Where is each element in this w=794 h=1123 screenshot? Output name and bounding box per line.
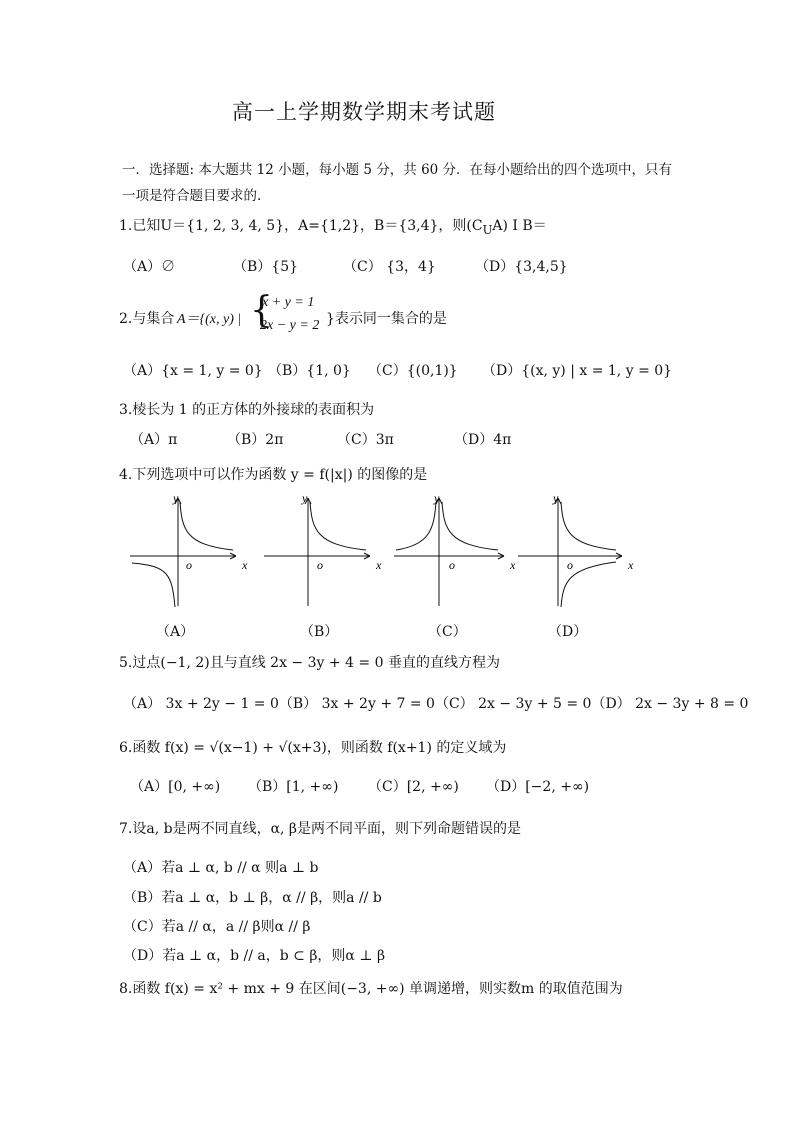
section-instructions-line1: 一．选择题: 本大题共 12 小题，每小题 5 分，共 60 分．在每小题给出的四个选项中，只有 xyxy=(122,162,673,178)
q1-option-a: （A）∅ xyxy=(123,259,176,275)
q7-option-a: （A）若a ⊥ α, b // α 则a ⊥ b xyxy=(123,860,319,876)
q1-option-b: （B）{5} xyxy=(233,259,299,275)
q3-option-c: （C）3π xyxy=(337,432,394,448)
graph-b-y-label: y xyxy=(302,491,308,505)
question-7-stem: 7.设a, b是两不同直线，α, β是两不同平面，则下列命题错误的是 xyxy=(119,821,522,837)
q2-option-b: （B）{1, 0} xyxy=(268,363,351,379)
q3-option-a: （A）π xyxy=(130,432,178,448)
question-2-prefix: 2.与集合 xyxy=(119,311,175,327)
q6-option-c: （C）[2, +∞) xyxy=(368,779,459,795)
graph-d-x-label: x xyxy=(628,558,634,572)
q2-option-c: （C）{(0,1)} xyxy=(368,363,458,379)
graph-c-origin: o xyxy=(449,558,455,572)
graph-c-label: （C） xyxy=(428,624,467,640)
question-6-stem: 6.函数 f(x) = √(x−1) + √(x+3)，则函数 f(x+1) 的定义域为 xyxy=(119,740,507,756)
question-8-stem: 8.函数 f(x) = x² + mx + 9 在区间(−3, +∞) 单调递增，则实数m 的取值范围为 xyxy=(119,981,623,997)
graph-c-y-label: y xyxy=(434,491,440,505)
graph-c xyxy=(392,490,520,612)
section-instructions-line2: 一项是符合题目要求的. xyxy=(122,188,262,204)
q6-option-b: （B）[1, +∞) xyxy=(248,779,339,795)
q2-option-d: （D）{(x, y) | x = 1, y = 0} xyxy=(482,363,673,379)
graph-a xyxy=(128,490,250,612)
question-4-stem: 4.下列选项中可以作为函数 y = f(|x|) 的图像的是 xyxy=(119,467,428,483)
q6-option-d: （D）[−2, +∞) xyxy=(486,779,590,795)
question-3-stem: 3.棱长为 1 的正方体的外接球的表面积为 xyxy=(119,402,375,418)
graph-a-origin: o xyxy=(186,558,192,572)
q3-option-d: （D）4π xyxy=(454,432,512,448)
question-5-stem: 5.过点(−1, 2)且与直线 2x − 3y + 4 = 0 垂直的直线方程为 xyxy=(119,655,500,671)
question-1-stem: 1.已知U＝{1, 2, 3, 4, 5}，A={1,2}，B＝{3,4}，则$(C_UA)$ I B＝ xyxy=(119,218,547,237)
graph-d-y-label: y xyxy=(553,491,559,505)
graph-b-label: （B） xyxy=(300,624,339,640)
page-title: 高一上学期数学期末考试题 xyxy=(232,100,496,124)
q5-options: （A） 3x + 2y − 1 = 0（B） 3x + 2y + 7 = 0（C） 2x − 3y + 5 = 0（D） 2x − 3y + 8 = 0 xyxy=(123,696,749,712)
q7-option-c: （C）若a // α，a // β则α // β xyxy=(123,919,311,935)
graph-d-label: （D） xyxy=(548,624,588,640)
graph-a-y-label: y xyxy=(173,491,179,505)
q2-system-eq1: x + y = 1 xyxy=(262,295,315,310)
q2-system-eq2: 2x − y = 2 xyxy=(260,318,320,333)
graph-d xyxy=(510,490,638,612)
graph-a-x-label: x xyxy=(242,558,248,572)
graph-b xyxy=(262,490,384,612)
brace-icon: { xyxy=(250,290,273,331)
graph-d-origin: o xyxy=(567,558,573,572)
question-2-set: A＝{(x, y) | xyxy=(177,312,242,327)
q3-option-b: （B）2π xyxy=(227,432,284,448)
graph-a-label: （A） xyxy=(156,624,195,640)
graph-b-origin: o xyxy=(317,558,323,572)
q1-option-d: （D）{3,4,5} xyxy=(475,259,568,275)
q6-option-a: （A）[0, +∞) xyxy=(130,779,221,795)
q1-option-c: （C） {3，4} xyxy=(343,259,436,275)
q7-option-b: （B）若a ⊥ α，b ⊥ β，α // β，则a // b xyxy=(123,890,382,906)
q7-option-d: （D）若a ⊥ α，b // a，b ⊂ β，则α ⊥ β xyxy=(123,948,386,964)
q2-option-a: （A）{x = 1, y = 0} xyxy=(123,363,263,379)
graph-b-x-label: x xyxy=(376,558,382,572)
graph-c-x-label: x xyxy=(510,558,516,572)
question-2-suffix: }表示同一集合的是 xyxy=(326,311,447,327)
